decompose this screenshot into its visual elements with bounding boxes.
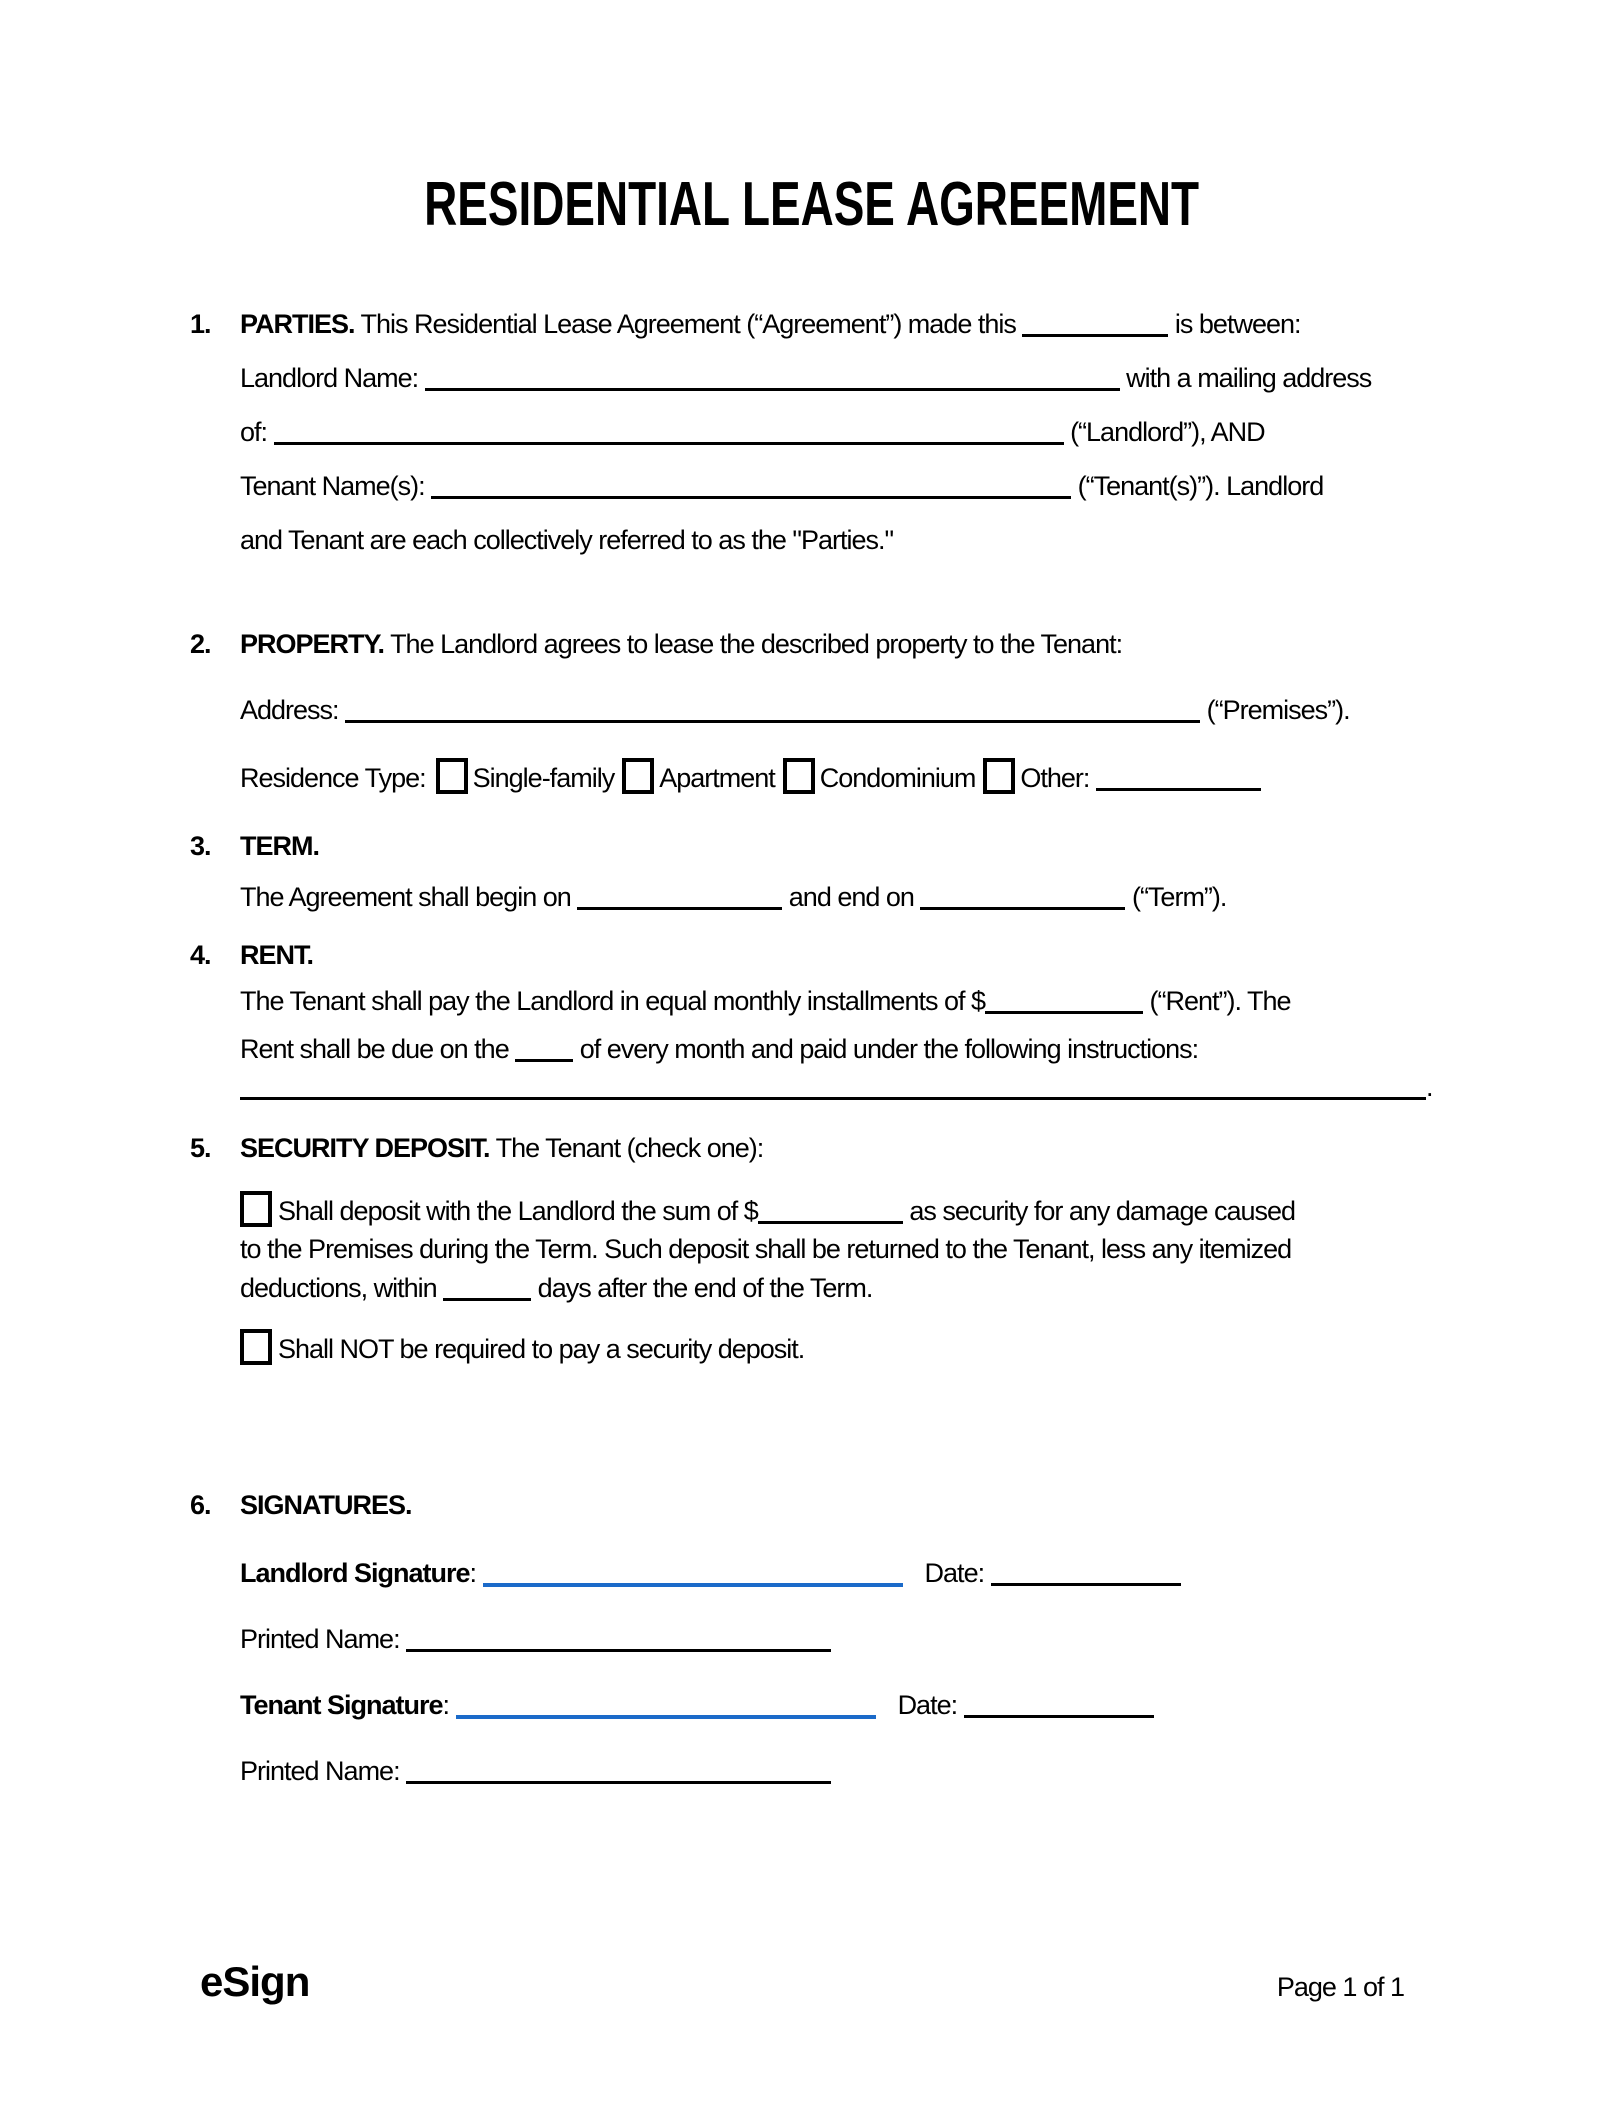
payment-instructions-blank[interactable] xyxy=(240,1067,1426,1100)
apartment-label: Apartment xyxy=(659,763,775,793)
parties-intro-post: is between: xyxy=(1174,309,1301,339)
term-end-date-blank[interactable] xyxy=(920,877,1125,910)
agreement-date-blank[interactable] xyxy=(1022,304,1168,337)
property-number: 2. xyxy=(190,629,211,659)
residence-type-line xyxy=(240,751,1434,805)
payment-instructions-line xyxy=(240,1063,1434,1111)
security-heading-rest: The Tenant (check one): xyxy=(495,1133,764,1163)
rent-heading: RENT. xyxy=(240,940,314,970)
property-heading: PROPERTY. xyxy=(240,629,385,659)
tenant-signature-row xyxy=(240,1678,1434,1732)
security-number: 5. xyxy=(190,1133,211,1163)
single-family-label: Single-family xyxy=(472,763,615,793)
property-address-blank[interactable] xyxy=(345,690,1200,723)
tenant-signature-colon: : xyxy=(442,1690,450,1720)
security-heading: SECURITY DEPOSIT. xyxy=(240,1133,490,1163)
signatures-number: 6. xyxy=(190,1490,211,1520)
tenant-name-label: Tenant Name(s): xyxy=(240,471,425,501)
of-post: (“Landlord”), AND xyxy=(1070,417,1265,447)
address-label: Address: xyxy=(240,695,339,725)
page-footer xyxy=(200,1958,1404,2006)
rent-amount-blank[interactable] xyxy=(985,981,1143,1014)
page-title: RESIDENTIAL LEASE AGREEMENT xyxy=(424,170,1200,239)
term-heading-line xyxy=(240,819,1434,873)
deposit-line-2 xyxy=(240,1230,1434,1268)
deposit-line1-post: as security for any damage caused xyxy=(909,1196,1296,1226)
tenant-printed-name-row xyxy=(240,1744,1434,1798)
landlord-printed-label: Printed Name: xyxy=(240,1624,400,1654)
deposit-line3-post: days after the end of the Term. xyxy=(537,1273,873,1303)
page-number-label: Page 1 of 1 xyxy=(1276,1972,1404,2002)
apartment-checkbox[interactable] xyxy=(622,758,654,794)
deposit-line2: to the Premises during the Term. Such deposit shall be returned to the Tenant, less any itemized xyxy=(240,1234,1292,1264)
instructions-period: . xyxy=(1426,1072,1433,1102)
deposit-option-paragraph xyxy=(240,1191,1434,1307)
landlord-signature-colon: : xyxy=(469,1558,477,1588)
property-heading-rest: The Landlord agrees to lease the described property to the Tenant: xyxy=(390,629,1123,659)
landlord-signature-row xyxy=(240,1546,1434,1600)
tenant-signature-line[interactable] xyxy=(456,1685,876,1719)
parties-closing: and Tenant are each collectively referred to as the "Parties." xyxy=(240,525,894,555)
section-term xyxy=(190,819,1434,921)
landlord-address-line xyxy=(240,405,1434,459)
parties-closing-line xyxy=(240,513,1434,567)
landlord-name-post: with a mailing address xyxy=(1126,363,1372,393)
condominium-checkbox[interactable] xyxy=(783,758,815,794)
landlord-address-blank[interactable] xyxy=(274,412,1064,445)
rent-line1-post: (“Rent”). The xyxy=(1149,986,1291,1016)
tenant-name-post: (“Tenant(s)”). Landlord xyxy=(1077,471,1324,501)
section-rent xyxy=(190,933,1434,1111)
parties-heading: PARTIES. xyxy=(240,309,355,339)
tenant-signature-label: Tenant Signature xyxy=(240,1690,443,1720)
landlord-date-blank[interactable] xyxy=(991,1553,1181,1586)
landlord-name-label: Landlord Name: xyxy=(240,363,419,393)
of-label: of: xyxy=(240,417,268,447)
deposit-required-checkbox[interactable] xyxy=(240,1191,272,1227)
tenant-printed-label: Printed Name: xyxy=(240,1756,400,1786)
no-deposit-option-line xyxy=(240,1329,1434,1368)
landlord-name-blank[interactable] xyxy=(425,358,1120,391)
parties-number: 1. xyxy=(190,309,211,339)
address-post: (“Premises”). xyxy=(1206,695,1350,725)
document-body xyxy=(190,297,1434,1798)
term-heading: TERM. xyxy=(240,831,319,861)
deposit-amount-blank[interactable] xyxy=(758,1191,903,1224)
property-heading-line xyxy=(240,617,1434,671)
section-parties xyxy=(190,297,1434,567)
single-family-checkbox[interactable] xyxy=(436,758,468,794)
term-pre: The Agreement shall begin on xyxy=(240,882,571,912)
term-start-date-blank[interactable] xyxy=(577,877,782,910)
rent-line1-pre: The Tenant shall pay the Landlord in equal monthly installments of $ xyxy=(240,986,986,1016)
rent-heading-line xyxy=(240,933,1434,977)
deposit-line-3 xyxy=(240,1268,1434,1307)
landlord-name-line xyxy=(240,351,1434,405)
tenant-date-label: Date: xyxy=(897,1690,958,1720)
section-property xyxy=(190,617,1434,805)
landlord-signature-label: Landlord Signature xyxy=(240,1558,470,1588)
rent-number: 4. xyxy=(190,940,211,970)
rent-line2-pre: Rent shall be due on the xyxy=(240,1034,509,1064)
deposit-line3-pre: deductions, within xyxy=(240,1273,437,1303)
deposit-line-1 xyxy=(240,1191,1434,1230)
term-dates-line xyxy=(240,873,1434,921)
rent-due-day-blank[interactable] xyxy=(515,1029,573,1062)
tenant-printed-name-blank[interactable] xyxy=(406,1751,831,1784)
term-post: (“Term”). xyxy=(1131,882,1227,912)
signatures-heading-line xyxy=(240,1478,1434,1532)
section-security-deposit xyxy=(190,1121,1434,1368)
other-residence-blank[interactable] xyxy=(1096,758,1261,791)
landlord-printed-name-row xyxy=(240,1612,1434,1666)
security-heading-line xyxy=(240,1121,1434,1175)
tenant-name-line xyxy=(240,459,1434,513)
no-deposit-label: Shall NOT be required to pay a security deposit. xyxy=(278,1334,805,1364)
term-number: 3. xyxy=(190,831,211,861)
other-checkbox[interactable] xyxy=(983,758,1015,794)
parties-intro-line xyxy=(240,297,1434,351)
landlord-signature-line[interactable] xyxy=(483,1553,903,1587)
residence-type-label: Residence Type: xyxy=(240,763,426,793)
rent-amount-line xyxy=(240,977,1434,1025)
parties-intro-pre: This Residential Lease Agreement (“Agreement”) made this xyxy=(360,309,1016,339)
tenant-date-blank[interactable] xyxy=(964,1685,1154,1718)
no-deposit-checkbox[interactable] xyxy=(240,1329,272,1365)
term-mid: and end on xyxy=(788,882,914,912)
other-label: Other: xyxy=(1020,763,1090,793)
esign-logo: eSign xyxy=(200,1958,310,2005)
signatures-heading: SIGNATURES. xyxy=(240,1490,412,1520)
condominium-label: Condominium xyxy=(819,763,976,793)
landlord-printed-name-blank[interactable] xyxy=(406,1619,831,1652)
landlord-date-label: Date: xyxy=(924,1558,985,1588)
document-title-row xyxy=(0,0,1624,251)
section-signatures xyxy=(190,1478,1434,1798)
deposit-return-days-blank[interactable] xyxy=(443,1268,531,1301)
deposit-line1-pre: Shall deposit with the Landlord the sum of $ xyxy=(278,1196,758,1226)
property-address-line xyxy=(240,683,1434,737)
tenant-name-blank[interactable] xyxy=(431,466,1071,499)
rent-line2-post: of every month and paid under the following instructions: xyxy=(579,1034,1199,1064)
